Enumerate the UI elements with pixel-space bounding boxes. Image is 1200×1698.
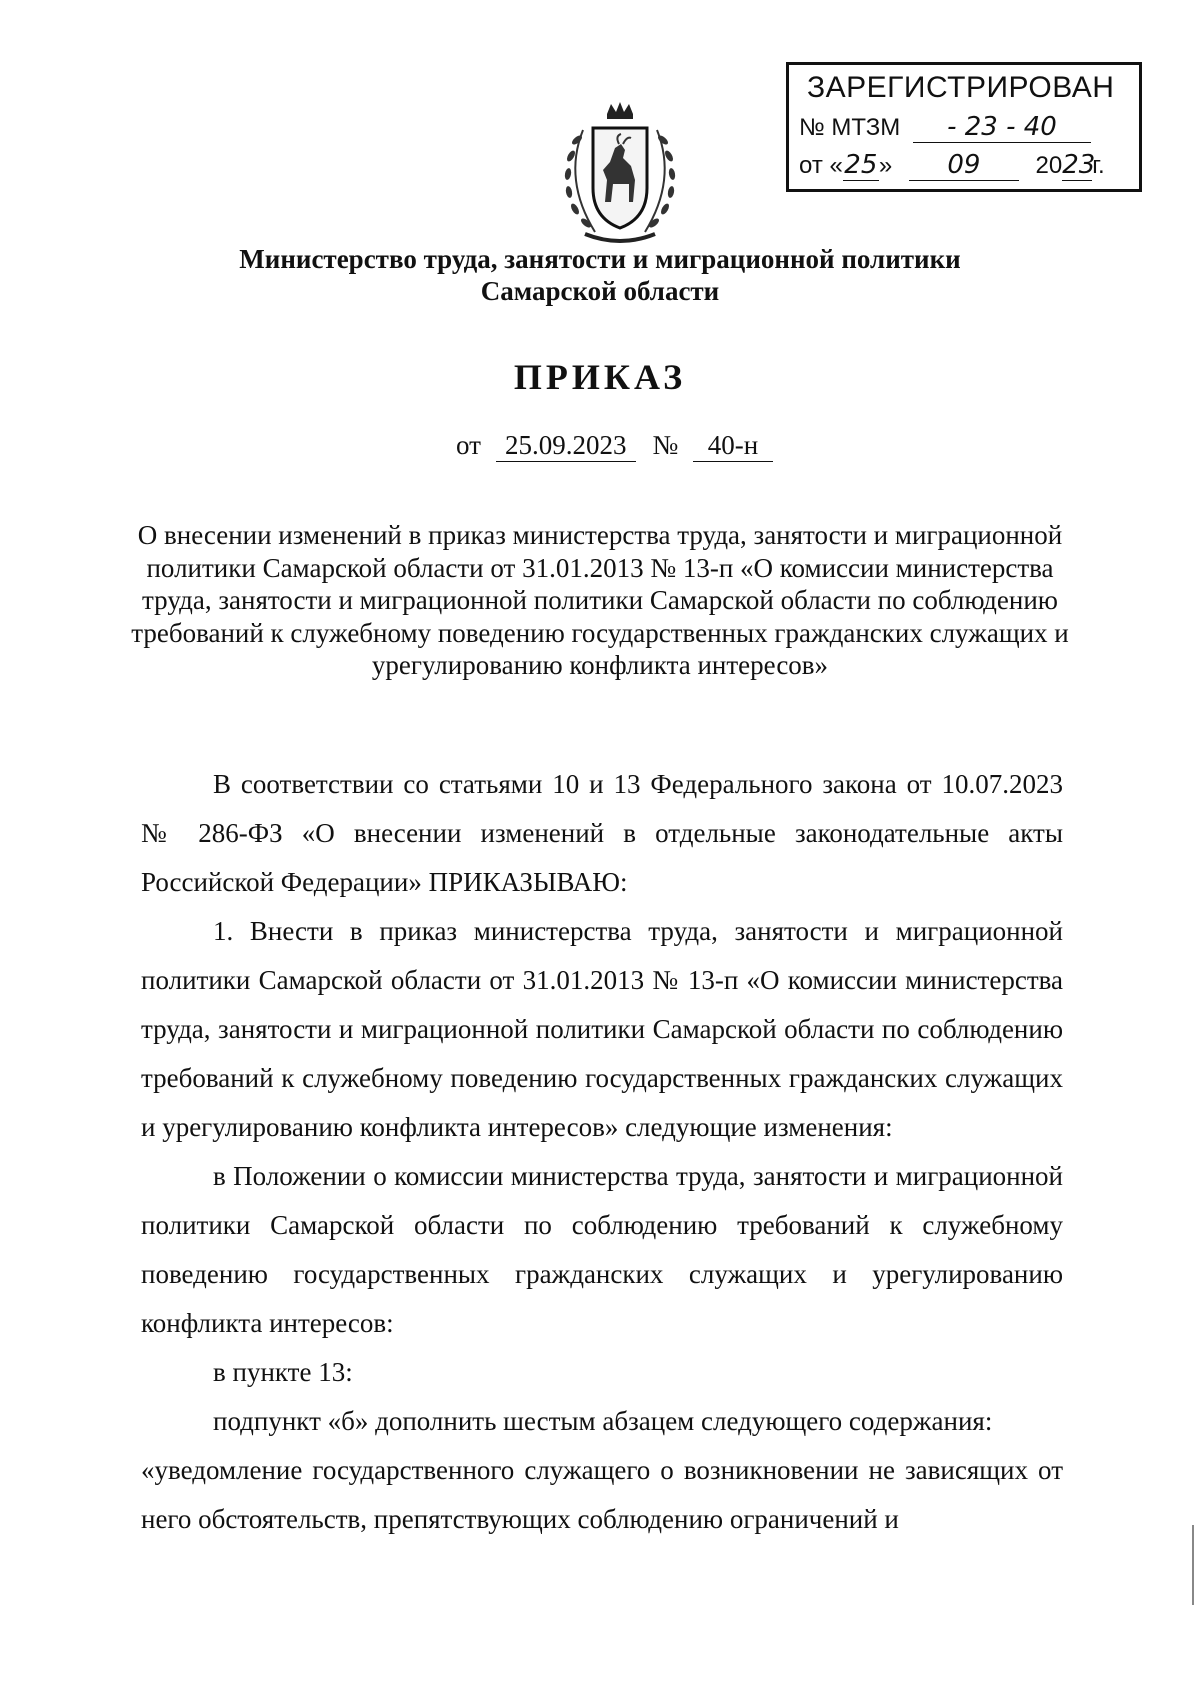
- ministry-name-line2: Самарской области: [480, 276, 720, 306]
- document-type: ПРИКАЗ: [513, 357, 687, 397]
- stamp-month: 09: [909, 151, 1019, 181]
- order-number-prefix: №: [652, 430, 679, 460]
- order-subject: О внесении изменений в приказ министерства труда, занятости и миграционной политики Самарской области от 31.01.2013 № 13-п «О комиссии министерства труда, занятости и миграционной политики Самарской области по соблюдению требований к служебному поведению государственных гражданских служащих и урегулированию конфликта интересов»: [131, 520, 1069, 680]
- paragraph-quote: «уведомление государственного служащего о возникновении не зависящих от него обстоятельств, препятствующих соблюдению ограничений и: [141, 1455, 1063, 1534]
- paragraph-regulation: в Положении о комиссии министерства труда, занятости и миграционной политики Самарской области по соблюдению требований к служебному поведению государственных гражданских служащих и урегулированию конфликта интересов:: [141, 1161, 1063, 1338]
- document-body: [141, 760, 1063, 1544]
- registration-stamp: [786, 62, 1142, 192]
- coat-of-arms-icon: [555, 100, 685, 245]
- stamp-year-prefix: 20: [1035, 152, 1063, 179]
- paragraph-subclause-b: подпункт «б» дополнить шестым абзацем следующего содержания:: [213, 1406, 993, 1436]
- stamp-number-value: - 23 - 40: [913, 113, 1091, 143]
- paragraph-legal-basis: В соответствии со статьями 10 и 13 Федерального закона от 10.07.2023 № 286-ФЗ «О внесении изменений в отдельные законодательные акты Российской Федерации» ПРИКАЗЫВАЮ:: [141, 769, 1063, 897]
- order-date-prefix: от: [456, 430, 481, 460]
- paragraph-item-1: 1. Внести в приказ министерства труда, занятости и миграционной политики Самарской области от 31.01.2013 № 13-п «О комиссии министерства труда, занятости и миграционной политики Самарской области по соблюдению требований к служебному поведению государственных гражданских служащих и урегулированию конфликта интересов» следующие изменения:: [141, 916, 1063, 1142]
- stamp-day-suffix: »: [878, 152, 893, 179]
- stamp-date-prefix: от «: [799, 152, 843, 179]
- stamp-year-unit: г.: [1092, 152, 1105, 179]
- stamp-title: ЗАРЕГИСТРИРОВАН: [807, 71, 1115, 104]
- stamp-number-label: № МТЗМ: [799, 114, 901, 141]
- order-date-number: [456, 430, 773, 462]
- stamp-year-suffix: 23: [1062, 150, 1096, 180]
- paragraph-clause-13: в пункте 13:: [213, 1357, 353, 1387]
- stamp-date-line: [799, 151, 1105, 181]
- ministry-name-line1: Министерство труда, занятости и миграционной политики: [239, 244, 961, 274]
- order-number: 40-н: [693, 431, 773, 462]
- stamp-number-line: [799, 113, 1091, 143]
- stamp-day: 25: [844, 150, 878, 180]
- scan-edge-mark: [1192, 1525, 1194, 1605]
- order-date: 25.09.2023: [496, 431, 636, 462]
